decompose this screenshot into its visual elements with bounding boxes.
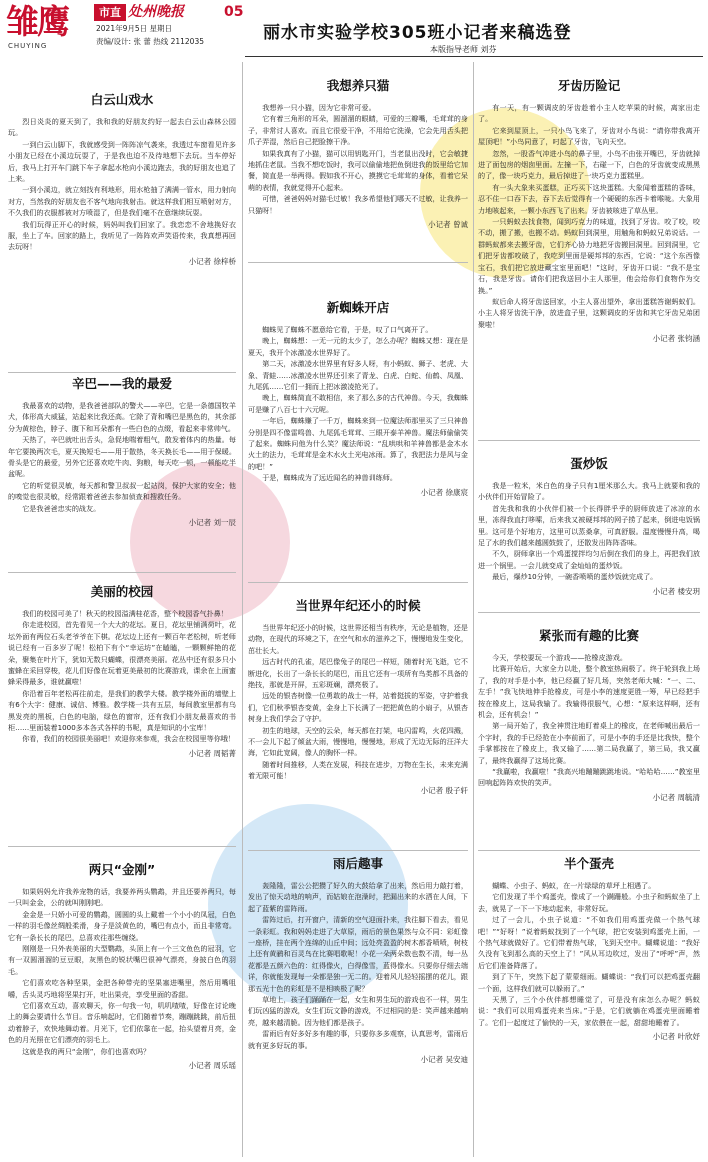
section-divider: [478, 850, 700, 851]
article-paragraph: 蚁后命人将牙齿送回家，小主人喜出望外，拿出蛋糕答谢蚂蚁们。小主人将牙齿洗干净，放进盒子里，这颗调皮的牙齿和其它牙齿兄弟团聚啦！: [478, 296, 700, 329]
section-divider: [248, 582, 468, 583]
article-byline: 小记者 曾诚: [428, 220, 468, 230]
page-number: 05: [224, 4, 244, 20]
article-paragraph: 一只蚂蚁去找食物，闻到巧克力的味道，找到了牙齿。咬了咬，咬不动，搬了搬，也搬不动。蚂蚁回到洞里，用触角和蚂蚁兄弟说话。一群蚂蚁都来去搬牙齿，它们齐心协力地把牙齿搬回洞里。回到洞里，它们把牙齿都咬破了，我吃到里面是硬邦邦的东西，它说：“这个东西像宝石，我们把它放进藏宝室里面吧！”这时，牙齿开口说：“我不是宝石，我是牙齿。请你们把我送回小主人那里，他会给你们食物作为交换。”: [478, 217, 700, 295]
article-paragraph: 到了下午，突然下起了蒙蒙细雨。蝴蝶说：“我们可以把鸡蛋壳翻一个面，这样我们就可以躲雨了。”: [478, 972, 700, 993]
article-paragraph: 你看，我们的校园很美丽吧！欢迎你来参观，我会在校园里等你哦！: [22, 734, 235, 744]
article-title: 当世界年纪还小的时候: [295, 598, 421, 613]
article: [248, 856, 468, 1065]
article-body: [478, 880, 700, 1028]
article-body: [8, 116, 236, 253]
article-paragraph: 晚上，蜘蛛想：一无一元的太少了，怎么办呢？蜘蛛又想：现在是夏天，我开个冰激凌水世界好了。: [248, 336, 468, 357]
article-paragraph: 你沿着百年老松再往前走，是我们的教学大楼。教学楼外面的墙壁上有6个大字：健康、诚信、博雅。教学楼一共有五层，每间教室里都有乌黑发亮的黑板，白色的电脑，绿色的窗帘，还有我们小朋友最喜欢的书柜……里面装着1000多本各式各样的书呢，真是知识的小宝库！: [8, 688, 236, 733]
article: [478, 78, 700, 344]
column-divider: [242, 62, 243, 1157]
section-divider: [478, 440, 700, 441]
article-paragraph: 我们的校园可美了！秋天的校园溢满桂花香，整个校园香气扑鼻！: [22, 609, 228, 618]
article-paragraph: 刚刚是一只外表美丽的大型鹦鹉，头顶上有一个三文鱼色的冠羽，它有一双圆溜溜的豆豆眼，灰黑色的锐状嘴巴很神气漂亮，身披白色的羽毛。: [8, 944, 236, 976]
article-paragraph: 有一头大象来买蛋糕，正巧买下这块蛋糕。大象闻着蛋糕的香味，忍不住一口吞下去，吞下去后觉得有一个硬硬的东西卡着喉咙。大象用力地咳起来，一颗小东西飞了出来。牙齿被咳进了草丛里。: [478, 182, 700, 215]
logo-pinyin: CHUYING: [8, 42, 48, 50]
article-paragraph: 雷雨后有好多好多有趣的事，只要你多多观察，认真思考，雷雨后就有更多好玩的事。: [248, 1029, 468, 1050]
article-paragraph: 第一局开始了，我全神贯注地盯着桌上的橡皮，在老师喊出最后一个字时，我的手已经抢在小李前面了，可是小李的手还是比我快，整个手掌都按在了橡皮上，我又输了……第二局我赢了，第三局，我又赢了，最终我赢得了这场比赛。: [478, 721, 700, 765]
article-paragraph: 蝴蝶、小虫子、蚂蚁，在一片绿绿的草坪上相遇了。: [492, 881, 656, 890]
article-body: [248, 102, 468, 216]
article-paragraph: 我最喜欢的动物，是我爸爸部队的警犬——辛巴，它是一条德国牧羊犬，体形高大威猛，站起来比我还高。它除了背和嘴巴是黑色的，其余部分为黄棕色，脖子、腹下和耳朵都有一些白色的点缀，看起来非常帅气。: [8, 401, 236, 433]
article: [8, 862, 236, 1071]
article-paragraph: 它有着三角形的耳朵，圆溜溜的眼睛，可爱的三瓣嘴，毛茸茸的身子，非常讨人喜欢。而且它很爱干净，不用给它洗澡，它会先用舌头把爪子弄湿，然后自己把脸擦干净。: [248, 114, 468, 147]
article-paragraph: 你走进校园，首先看见一个大大的花坛。夏日，花坛里铺满荷叶，花坛外面有两位石头老爷爷在下棋。花坛边上还有一颗百年老松树，听老师说已经有一百多岁了呢！松柏下有个“幸运坊”在瞌瞌，一颗颗鲜艳的花朵，聚集在叶片下，犹如无数只蝴蝶，很漂亮美丽。花丛中还有很多只小蜜蜂在采回穿梭，花儿们好像在玩着更美最初的比赛游戏，课余在上面蜜蜂采得最多，谁就赢啦！: [8, 620, 236, 687]
article-paragraph: 忽然，一股香气冲进小鸟的鼻子里，小鸟不由张开嘴巴，牙齿就掉进了面包房的烟囱里面。左撞一下，右碰一下，白色的牙齿就变成黑黑的了，像一块巧克力，最后掉进了一块巧克力蛋糕里。: [478, 148, 700, 181]
article-paragraph: 最后，爆炒10分钟，一碗香喷喷的蛋炒饭就完成了。: [492, 572, 658, 582]
article-title: 美丽的校园: [90, 584, 154, 599]
article-title: 紧张而有趣的比赛: [538, 628, 639, 643]
article-paragraph: 第二天，冰激凌水世界里有好多人呀，有小蚂蚁、狮子、老虎、大象、青蛙……冰激凌水世界还引来了青龙、白虎、白蛇、仙鹤、凤凰、九尾狐……它们一拥而上把冰激凌抢光了。: [248, 359, 468, 392]
article-paragraph: 烈日炎炎的夏天到了，我和我的好朋友约好一起去白云山森林公园玩。: [8, 117, 236, 138]
article-title: 雨后趣事: [332, 856, 383, 871]
section-divider: [248, 262, 468, 263]
article-paragraph: 轰隆隆，雷公公把攒了好久的大鼓给拿了出来，然后用力敲打着，发出了惊天动地的响声，而姑娘在泡澡时，把漏出来的水洒在人间，下起了蓝紫的雷阵雨。: [248, 881, 468, 913]
category-badge: 市直: [94, 4, 126, 21]
article-paragraph: 我是一粒米，米白色的身子只有1厘米那么大。我马上就要和我的小伙伴们开始冒险了。: [478, 481, 700, 502]
article: [8, 92, 236, 267]
article-byline: 小记者 殷子轩: [420, 785, 468, 795]
article-paragraph: 它们发现了半个鸡蛋壳，像成了一个蹒跚般。小虫子和蚂蚁坐了上去，就晃了一下一下地动起来，非常好玩。: [478, 892, 700, 913]
article: [248, 598, 468, 796]
article-paragraph: 我们玩得正开心的时候，妈妈叫我们回家了。我恋恋不舍地换好衣服，坐上了车。回家的路上，我听见了一阵阵欢声笑语传来，我真想再回去玩呀！: [8, 219, 236, 252]
article-body: [478, 102, 700, 330]
article-paragraph: 远处的银杏树像一位勇敢的战士一样，站着挺拔的军姿，守护着我们，它们秋季银杏变黄，金身上下长满了一把把黄色的小扇子，从银杏树身上我们学会了守护。: [248, 691, 468, 724]
article-body: [248, 622, 468, 782]
article-byline: 小记者 徐康宸: [420, 487, 468, 497]
article-paragraph: 雷阵过后，打开窗户，清新的空气迎面扑来，我往脚下看去，看见一条彩虹。我和妈妈走进了大草原，雨后的景色果然与众不同：彩虹像一座桥，挂在两个连绵的山丘中间；远处亮盈盈的树木都香喷喷，树枝上还有黄鹂和百灵鸟在比赛唱歌呢！小花一朵两朵数也数不清，每一丛花都是五颜六色的：红得像火，白得像雪，蓝得像水。只要你仔细去端详，你就能发现每一朵都是独一无二的。迎着风儿轻轻摇摆的花儿，跟那五光十色的彩虹是不是相映极了呢？: [248, 915, 468, 993]
article-title: 我想养只猫: [326, 78, 390, 93]
article: [478, 856, 700, 1042]
article-paragraph: 蜘蛛见了蜘蛛不愿意给它看，于是，叹了口气离开了。: [262, 325, 433, 334]
article: [478, 628, 700, 803]
article-paragraph: 它是我爸爸忠实的战友。: [22, 503, 101, 513]
section-divider: [248, 850, 468, 851]
section-divider: [8, 572, 236, 573]
article-title: 半个蛋壳: [563, 856, 614, 871]
article-title: 蛋炒饭: [570, 456, 608, 471]
article-paragraph: 可惜，爸爸妈妈对猫毛过敏！我多希望他们哪天不过敏，让我养一只猫呀！: [248, 194, 468, 215]
article: [248, 78, 468, 230]
article: [478, 456, 700, 597]
article-byline: 小记者 楼安玥: [652, 586, 700, 596]
article-paragraph: 比赛开始后，大家全力以赴，整个教室热闹极了。终于轮到我上场了，我的对手是小李，他已经赢了好几场，突然老师大喊：“一、二、左手！”我飞快地伸手抢橡皮，可是小李的速度更胜一筹，早已经把手按在橡皮上，这局我输了。我输得很服气，心想：“原来这样啊，还有机会，还有机会！”: [478, 664, 700, 720]
column-divider: [473, 62, 474, 1157]
article-paragraph: 有一天，有一颗调皮的牙齿趁着小主人吃苹果的时候，离家出走了。: [478, 103, 700, 124]
article-title: 白云山戏水: [90, 92, 154, 107]
article-title: 两只“金刚”: [88, 862, 156, 877]
section-divider: [478, 612, 700, 613]
article-paragraph: 不久，厨师拿出一个鸡蛋搅拌均匀后倒在我们的身上，再把我们放进一个锅里。一会儿就变成了金灿灿的蛋炒饭。: [478, 549, 700, 570]
page-title: 丽水市实验学校305班小记者来稿选登: [263, 23, 572, 43]
article-paragraph: 一年后，蜘蛛赚了一千万，蜘蛛来到一位魔法师那里买了三只神兽分别是四不像雷鸣兽、九尾狐毛茸茸、三眼开泰羊神兽。魔法师偷偷笑了起来。蜘蛛问他为什么笑？魔法师说：“乱哄哄和羊神兽都是金木水火土的法力，毛茸茸是金木水火土光电冰雨。算了，我把法力是风与金的吧！”: [248, 416, 468, 471]
article-paragraph: 随着时间推移，人类在发展，科技在进步，万物在生长，未来充满着无限可能！: [248, 759, 468, 781]
article-body: [8, 608, 236, 745]
article-paragraph: 它们喜欢吃各种坚果，金把各种带壳的坚果塞进嘴里，然后用嘴咀嚼，舌头灵巧地将坚果打开，吐出果壳，享受里面的香甜。: [8, 978, 236, 999]
article-paragraph: 过了一会儿，小虫子说道：“不如我们用鸡蛋壳做一个热气球吧！”“好呀！”说着蚂蚁找到了一个气球，把它安装到鸡蛋壳上面，一个热气球就做好了。它们带着热气球，飞到天空中。蝴蝶说道：“我好久没有飞到那么高的天空上了！”风从耳边吹过，发出了“呼呼”声，然后它们准备降落了。: [478, 915, 700, 970]
article-paragraph: 天黑了，三个小伙伴都想睡觉了，可是没有床怎么办呢？蚂蚁说：“我们可以用鸡蛋壳来当床。”于是，它们就躺在鸡蛋壳里面睡着了。它们一起度过了愉快的一天，家依偎在一起，甜甜地睡着了。: [478, 995, 700, 1027]
paper-name: 处州晚报: [128, 4, 184, 20]
article-body: [478, 652, 700, 789]
page-subtitle: 本版指导老师 刘芬: [430, 45, 497, 54]
article-body: [8, 886, 236, 1057]
article-paragraph: 它们喜欢互动，喜欢聊天，你一句我一句，叽叽喳喳，好像在讨论晚上的舞会要请什么节目。音乐响起时，它们随着节奏，蹦蹦跳跳，前后扭动着脖子，欢快地舞动着。月光下，它们依靠在一起，抬头望着月亮，金色的月光照在它们漂亮的羽毛上。: [8, 1001, 236, 1045]
section-divider: [8, 372, 236, 373]
article-byline: 小记者 周乐瑶: [188, 1061, 236, 1071]
article-paragraph: 于是，蜘蛛成为了远近闻名的神兽训练师。: [262, 473, 397, 483]
article-body: [478, 480, 700, 583]
article-paragraph: 它来到屋顶上，一只小鸟飞来了，牙齿对小鸟说：“请你带我离开屋顶吧！”小鸟同意了，叼起了牙齿，飞向天空。: [478, 125, 700, 147]
article: [248, 300, 468, 498]
article-body: [248, 324, 468, 484]
article-byline: 小记者 张钧涵: [652, 334, 700, 344]
article-paragraph: 初生的地球，天空的云朵，每天都在打架，电闪雷鸣，火花四溅，不一会儿下起了倾盆大雨，慢慢地，慢慢地，形成了无边无际的汪洋大海，它如此宽阔，像人的胸怀一样。: [248, 725, 468, 758]
article-paragraph: 草地上，孩子们踊踊在一起，女生和男生玩的游戏也不一样，男生们玩凶猛的游戏，女生们玩文静的游戏，不过相同的是：笑声越来越响亮，越来越清脆。因为他们都是孩子。: [248, 995, 468, 1027]
newspaper-logo: 雏鹰: [6, 2, 68, 41]
article-paragraph: 如果我真有了小猫，猫可以用钥匙开门，当老鼠出没时，它会敏捷地抓住老鼠。当我不想吃饭时，我可以偷偷地把鱼倒进我的饭里给它加餐，简直是一举两得。假如我不开心，摸摸它毛茸茸的身体，看着它呆萌的表情，我就觉得开心起来。: [248, 148, 468, 192]
article-paragraph: 当世界年纪还小的时候，这世界还相当有秩序，无论是植物，还是动物，在现代的环境之下，在空气和水的滋养之下，慢慢地发生变化，茁壮长大。: [248, 623, 468, 655]
article: [8, 584, 236, 759]
article-byline: 小记者 刘一辰: [188, 518, 236, 528]
issue-date: 2021年9月5日 星期日: [96, 24, 173, 33]
article-paragraph: 它的听觉很灵敏，每天都和警卫叔叔一起站岗，保护大家的安全；他的嗅觉也很灵敏，经常跟着爸爸去参加侦查和搜救任务。: [8, 480, 236, 502]
article-body: [248, 880, 468, 1051]
article-title: 新蜘蛛开店: [326, 300, 390, 315]
header-rule: [245, 56, 703, 57]
masthead: [0, 0, 708, 62]
article-paragraph: 远古时代的孔雀，尾巴像兔子的尾巴一样短，随着时光飞逝，它不断进化，长出了一条长长的尾巴，而且它还有一项所有鸟类都不具备的绝技，那就是开屏，五彩斑斓，漂亮极了。: [248, 657, 468, 690]
editor-info: 责编/设计: 张 蕾 热线 2112035: [96, 37, 204, 46]
article-byline: 小记者 周毓清: [652, 792, 700, 802]
article-byline: 小记者 吴安迪: [420, 1055, 468, 1065]
article-byline: 小记者 周韬菁: [188, 748, 236, 758]
article-byline: 小记者 徐梓桥: [188, 256, 236, 266]
article-title: 辛巴——我的最爱: [71, 376, 172, 391]
article-body: [8, 400, 236, 514]
article-paragraph: 金金是一只娇小可爱的鹦鹉，圆圆的头上戴着一个小小的凤冠，白色一样的羽毛像丝绸般柔滑，身子是淡黄色的，嘴巴有点小，而且非常弯。它有一条长长的尾巴，总喜欢往那些缠绕。: [8, 909, 236, 942]
article-paragraph: 一到白云山脚下，我就感受到一阵阵凉气袭来，我透过车窗看见许多小朋友已经在小溪边玩耍了，于是我也迫不及待地想下去玩。当车停好后，我马上打开车门跳下车子拿起水枪向小溪边跑去，我的好朋友也追了上来。: [8, 139, 236, 184]
article-paragraph: 我想养一只小猫，因为它非常可爱。: [262, 103, 376, 112]
article-paragraph: 晚上，蜘蛛简直不敢相信，来了那么多的古代神兽。今天，我蜘蛛可是赚了八百七十六元呢。: [248, 393, 468, 414]
article-paragraph: “我赢啦，我赢啦！”我高兴地蹦蹦跳跳地说。“哈哈哈……”教室里回响起阵阵欢快的笑声。: [478, 767, 700, 788]
article-paragraph: 天热了，辛巴就吐出舌头，急促地喘着粗气，散发着体内的热量。每年它要换两次毛，夏天换短毛——用于散热，冬天换长毛——用于保暖。骨头是它的最爱，另外它还喜欢吃牛肉、狗粮，每天吃一顿，一顿能吃半盆呢。: [8, 435, 236, 479]
article-paragraph: 这就是我的两只“金刚”，你们也喜欢吗？: [22, 1046, 151, 1056]
article-title: 牙齿历险记: [557, 78, 621, 93]
article-paragraph: 今天，学校要玩一个游戏——抢橡皮游戏。: [492, 653, 627, 662]
article-paragraph: 首先我和我的小伙伴们被一个长得胖乎乎的厨师放进了冰凉的水里，冻得我直打哆嗦，后来我又被硬邦邦的网子捞了起来，倒进电饭锅里。这可是个好地方，这里可以蒸桑拿，可真舒服。温度慢慢升高，喝足了水的我们越来越圆鼓鼓了，还散发出阵阵香味。: [478, 503, 700, 548]
section-divider: [8, 846, 236, 847]
article-byline: 小记者 叶欣妤: [652, 1032, 700, 1042]
article: [8, 376, 236, 528]
article-paragraph: 如果妈妈允许我养宠物的话，我要养两头鹦鹉，并且还要养两只，每一只叫金金，公的就叫刚刚吧。: [8, 887, 236, 908]
article-paragraph: 一到小溪边，就立刻找有利地形，用水枪抽了满满一管水，用力射向对方，当然我的好朋友也不客气地向我射击。就这样我们相互喷射对方，不久我们的衣服都被对方喷湿了，但是我们毫不在意继续玩耍。: [8, 185, 236, 218]
